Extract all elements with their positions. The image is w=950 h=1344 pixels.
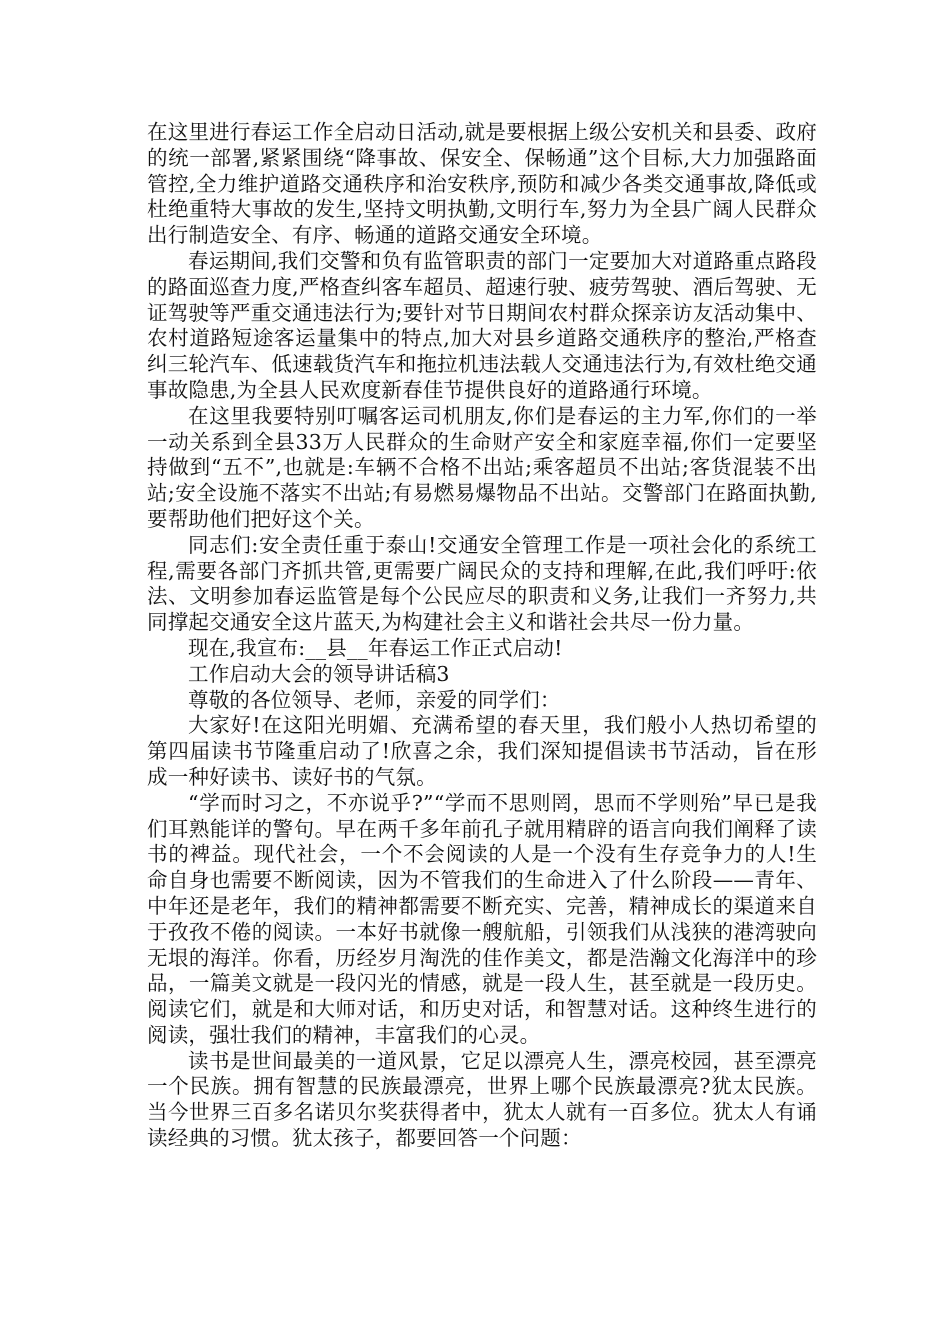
salutation: 尊敬的各位领导、老师，亲爱的同学们： — [188, 687, 561, 712]
paragraph-2: 春运期间,我们交警和负有监管职责的部门一定要加大对道路重点路段的路面巡查力度,严格查纠客车超员、超速行驶、疲劳驾驶、酒后驾驶、无证驾驶等严重交通违法行为;要针对节日期间农村群众探亲访友活动集中、农村道路短途客运量集中的特点,加大对县乡道路交通秩序的整治,严格查纠三轮汽车、低速载货汽车和拖拉机违法载人交通违法行为,有效杜绝交通事故隐患,为全县人民欢度新春佳节提供良好的道路通行环境。 — [147, 248, 817, 402]
paragraph-3: 在这里我要特别叮嘱客运司机朋友,你们是春运的主力军,你们的一举一动关系到全县33万人民群众的生命财产安全和家庭幸福,你们一定要坚持做到“五不”,也就是:车辆不合格不出站;乘客超员不出站;客货混装不出站;安全设施不落实不出站;有易燃易爆物品不出站。交警部门在路面执勤,要帮助他们把好这个关。 — [147, 403, 817, 531]
paragraph-9: “学而时习之，不亦说乎?”“学而不思则罔，思而不学则殆”早已是我们耳熟能详的警句。早在两千多年前孔子就用精辟的语言向我们阐释了读书的裨益。现代社会，一个不会阅读的人是一个没有生存竞争力的人!生命自身也需要不断阅读，因为不管我们的生命进入了什么阶段——青年、中年还是老年，我们的精神都需要不断充实、完善，精神成长的渠道来自于孜孜不倦的阅读。一本好书就像一艘航船，引领我们从浅狭的港湾驶向无垠的海洋。你看，历经岁月淘洗的佳作美文，都是浩瀚文化海洋中的珍品，一篇美文就是一段闪光的情感，就是一段人生，甚至就是一段历史。阅读它们，就是和大师对话，和历史对话，和智慧对话。这种终生进行的阅读，强壮我们的精神，丰富我们的心灵。 — [147, 790, 817, 1047]
paragraph-5: 现在,我宣布:__县__年春运工作正式启动! — [188, 635, 563, 660]
paragraph-1: 在这里进行春运工作全启动日活动,就是要根据上级公安机关和县委、政府的统一部署,紧紧围绕“降事故、保安全、保畅通”这个目标,大力加强路面管控,全力维护道路交通秩序和治安秩序,预防和减少各类交通事故,降低或杜绝重特大事故的发生,坚持文明执勤,文明行车,努力为全县广阔人民群众出行制造安全、有序、畅通的道路交通安全环境。 — [147, 120, 817, 248]
speech-title: 工作启动大会的领导讲话稿3 — [188, 661, 450, 686]
paragraph-10: 读书是世间最美的一道风景，它足以漂亮人生，漂亮校园，甚至漂亮一个民族。拥有智慧的民族最漂亮，世界上哪个民族最漂亮?犹太民族。当今世界三百多名诺贝尔奖获得者中，犹太人就有一百多位。犹太人有诵读经典的习惯。犹太孩子，都要回答一个问题： — [147, 1048, 817, 1151]
paragraph-4: 同志们:安全责任重于泰山!交通安全管理工作是一项社会化的系统工程,需要各部门齐抓共管,更需要广阔民众的支持和理解,在此,我们呼吁:依法、文明参加春运监管是每个公民应尽的职责和义务,让我们一齐努力,共同撑起交通安全这片蓝天,为构建社会主义和谐社会共尽一份力量。 — [147, 532, 817, 635]
document-body — [147, 120, 817, 1152]
paragraph-8: 大家好!在这阳光明媚、充满希望的春天里，我们般小人热切希望的第四届读书节隆重启动了!欣喜之余，我们深知提倡读书节活动，旨在形成一种好读书、读好书的气氛。 — [147, 713, 817, 789]
